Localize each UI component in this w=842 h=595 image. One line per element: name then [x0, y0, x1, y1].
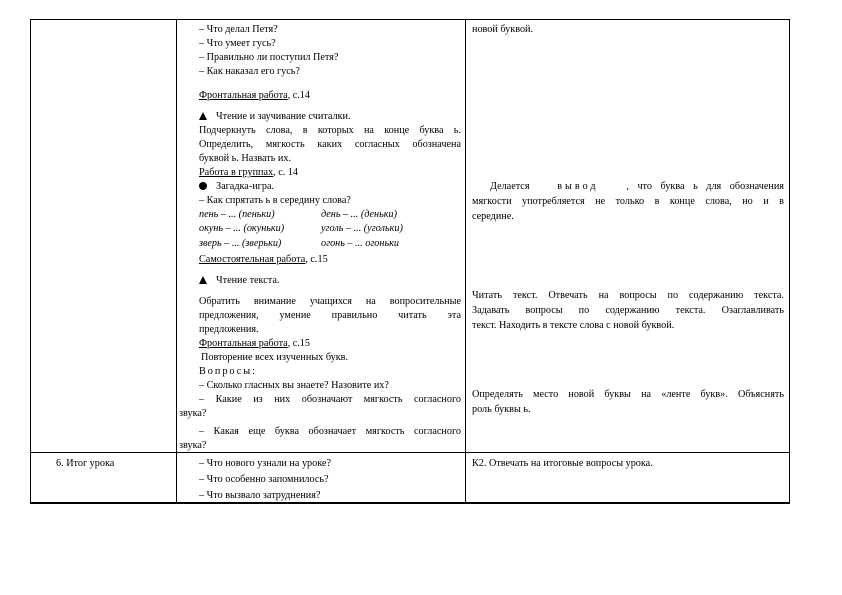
question-line: – Что делал Петя? [199, 24, 278, 35]
question-line: – Что вызвало затруднения? [199, 490, 321, 501]
summary-result-cell [472, 457, 784, 470]
reading-line: Задавать вопросы по содержанию текста. Озаглавливать [472, 305, 784, 316]
question-line: – Какие из них обозначают мягкость согласного [199, 394, 461, 405]
conclusion-emphasis: вывод [557, 181, 599, 192]
task-text-line: предложения. [199, 324, 259, 335]
question-line: – Как наказал его гусь? [199, 66, 300, 77]
question-line: звука? [179, 408, 207, 419]
work-form-name: Самостоятельная работа [199, 254, 306, 265]
work-form-page: , с.15 [305, 254, 328, 265]
task-title: Чтение и заучивание считалки. [216, 111, 351, 122]
word-pair-row [199, 222, 461, 236]
reading-line: Читать текст. Отвечать на вопросы по содержанию текста. [472, 290, 784, 301]
word-pair-right: день – ... (деньки) [321, 209, 397, 220]
triangle-icon [199, 112, 207, 120]
work-form-label [199, 253, 328, 266]
question-line: – Что нового узнали на уроке? [199, 458, 331, 469]
conclusion-line: середине. [472, 211, 514, 222]
work-form-label [199, 337, 310, 350]
stage-title: 6. Итог урока [56, 458, 115, 469]
table-border-top [30, 19, 790, 20]
task-text-line: предложения, умение правильно читать эта [199, 310, 461, 321]
task-text-line: Определить, мягкость каких согласных обозначена [199, 139, 461, 150]
word-pairs [199, 208, 461, 251]
reading-line: текст. Находить в тексте слова с новой буквой. [472, 320, 675, 331]
work-form-name: Фронтальная работа [199, 90, 288, 101]
work-form-name: Работа в группах [199, 167, 274, 178]
task-heading [199, 110, 351, 123]
conclusion-line: мягкости употребляется не только в конце слова, но и в [472, 196, 784, 207]
table-border-right [789, 19, 790, 504]
word-pair-row [199, 208, 461, 222]
result-line: К2. Отвечать на итоговые вопросы урока. [472, 458, 653, 469]
work-form-page: , с.14 [287, 90, 311, 101]
question-line: – Сколько гласных вы знаете? Назовите их? [199, 380, 389, 391]
task-heading [199, 274, 279, 287]
conclusion-rest: , что буква ь для обозначения [626, 181, 784, 192]
word-pair-row [199, 237, 461, 251]
table-row-divider [30, 452, 790, 453]
question-line: – Правильно ли поступил Петя? [199, 52, 339, 63]
word-pair-left: пень – ... (пеньки) [199, 209, 275, 220]
question-line: – Какая еще буква обозначает мягкость согласного [199, 426, 461, 437]
table-border-bottom [30, 502, 790, 504]
word-pair-left: зверь – ... (зверьки) [199, 237, 282, 249]
triangle-icon [199, 276, 207, 284]
task-title: Загадка-игра. [216, 181, 275, 192]
conclusion-line [490, 180, 784, 193]
question-line: – Что умеет гусь? [199, 38, 276, 49]
letter-place-line: Определять место новой буквы на «ленте букв». Объяснять [472, 389, 784, 400]
conclusion-word: Делается [490, 181, 530, 192]
work-form-page: , с. 14 [273, 167, 298, 178]
work-form-page: , с.15 [287, 338, 311, 349]
word-pair-right: уголь – ... (угольки) [321, 223, 403, 235]
task-text-line: Повторение всех изученных букв. [201, 352, 349, 363]
question-line: звука? [179, 440, 207, 451]
work-form-label [199, 89, 310, 102]
questions-heading: Вопросы: [199, 366, 257, 377]
task-text-line: Подчеркнуть слова, в которых на конце буква ь. [199, 125, 461, 136]
work-form-name: Фронтальная работа [199, 338, 288, 349]
summary-stage-cell [56, 457, 174, 470]
table-col-divider-2 [465, 19, 466, 504]
letter-place-line: роль буквы ь. [472, 404, 531, 415]
task-text-line: Обратить внимание учащихся на вопросительные [199, 296, 461, 307]
text-line: новой буквой. [472, 24, 534, 35]
task-heading [199, 180, 274, 193]
question-line: – Как спрятать ь в середину слова? [199, 195, 351, 206]
question-line: – Что особенно запомнилось? [199, 474, 329, 485]
table-col-divider-1 [176, 19, 177, 504]
work-form-label [199, 166, 298, 179]
word-pair-right: огонь – ... огоньки [321, 237, 399, 249]
task-title: Чтение текста. [216, 275, 280, 286]
bullet-icon [199, 182, 207, 190]
table-border-left [30, 19, 31, 504]
task-text-line: буквой ь. Назвать их. [199, 153, 291, 164]
word-pair-left: окунь – ... (окуньки) [199, 223, 285, 235]
